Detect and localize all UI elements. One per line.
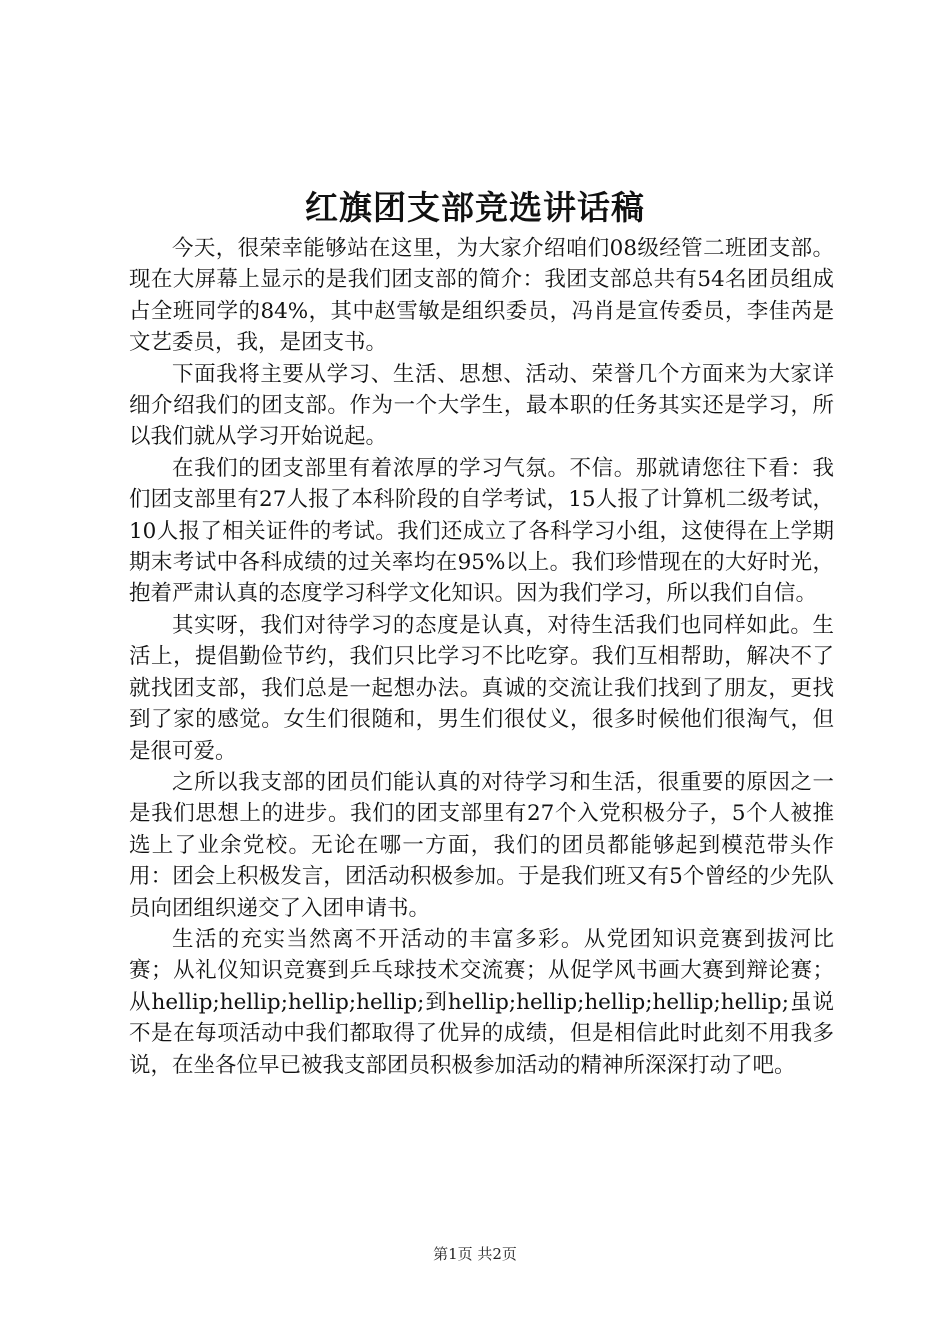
paragraph: 之所以我支部的团员们能认真的对待学习和生活，很重要的原因之一是我们思想上的进步。我们的团支部里有27个入党积极分子，5个人被推选上了业余党校。无论在哪一方面，我们的团员都能够起到模范带头作用：团会上积极发言，团活动积极参加。于是我们班又有5个曾经的少先队员向团组织递交了入团申请书。 <box>129 769 834 921</box>
paragraph: 今天，很荣幸能够站在这里，为大家介绍咱们08级经管二班团支部。现在大屏幕上显示的是我们团支部的简介：我团支部总共有54名团员组成占全班同学的84%，其中赵雪敏是组织委员，冯肖是宣传委员，李佳芮是文艺委员，我，是团支书。 <box>129 236 834 356</box>
page-number-footer: 第1页 共2页 <box>433 1245 517 1263</box>
document-title: 红旗团支部竞选讲话稿 <box>305 188 645 227</box>
document-body <box>129 233 834 1081</box>
paragraph: 在我们的团支部里有着浓厚的学习气氛。不信。那就请您往下看：我们团支部里有27人报了本科阶段的自学考试，15人报了计算机二级考试，10人报了相关证件的考试。我们还成立了各科学习小组，这使得在上学期期末考试中各科成绩的过关率均在95%以上。我们珍惜现在的大好时光，抱着严肃认真的态度学习科学文化知识。因为我们学习，所以我们自信。 <box>129 455 834 607</box>
paragraph: 生活的充实当然离不开活动的丰富多彩。从党团知识竞赛到拔河比赛；从礼仪知识竞赛到乒乓球技术交流赛；从促学风书画大赛到辩论赛；从hellip;hellip;hellip;hellip;到hellip;hellip;hellip;hellip;hellip;虽说不是在每项活动中我们都取得了优异的成绩，但是相信此时此刻不用我多说，在坐各位早已被我支部团员积极参加活动的精神所深深打动了吧。 <box>129 926 834 1078</box>
paragraph: 其实呀，我们对待学习的态度是认真，对待生活我们也同样如此。生活上，提倡勤俭节约，我们只比学习不比吃穿。我们互相帮助，解决不了就找团支部，我们总是一起想办法。真诚的交流让我们找到了朋友，更找到了家的感觉。女生们很随和，男生们很仗义，很多时候他们很淘气，但是很可爱。 <box>129 612 834 764</box>
paragraph: 下面我将主要从学习、生活、思想、活动、荣誉几个方面来为大家详细介绍我们的团支部。作为一个大学生，最本职的任务其实还是学习，所以我们就从学习开始说起。 <box>129 361 834 450</box>
